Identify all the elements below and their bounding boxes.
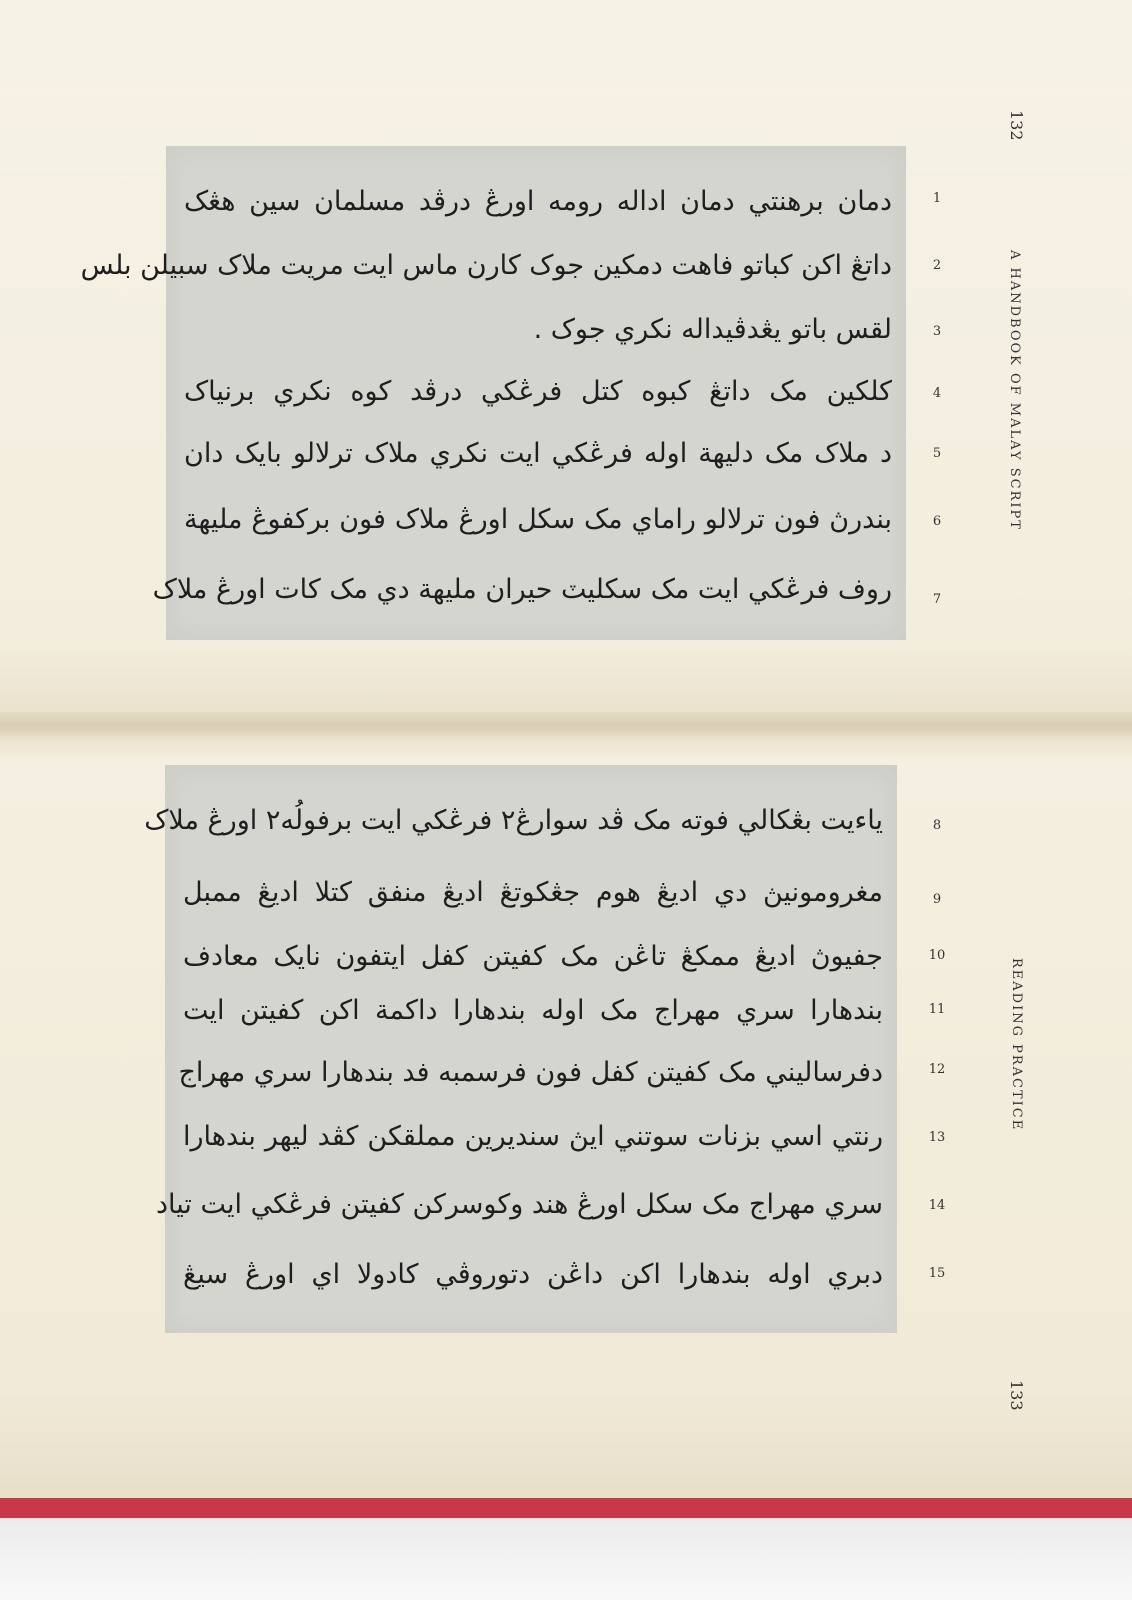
line-number: 7 xyxy=(932,592,942,607)
line-number: 13 xyxy=(928,1130,946,1145)
jawi-line: دفرساليني مک کفيتن کفل فون فرسمبه فد بندهارا سري مهراج xyxy=(178,1057,883,1088)
jawi-line: بندرڽ فون ترلالو راماي مک سکل اورڠ ملاک فون برکفوڠ مليهة xyxy=(184,504,892,535)
jawi-line: روف فرڠکي ايت مک سکليٽ حيران مليهة دي مک کات اورڠ ملاک xyxy=(152,574,892,605)
book-cover-edge xyxy=(0,1498,1132,1518)
jawi-line: جفيوڽ اديڠ ممکڠ تاڠن مک کفيتن کفل ايتفون نايک معادف xyxy=(183,941,883,972)
jawi-line: ياءيت بڠکالي فوته مک ڤد سوارڠ٢ فرڠکي ايت برفولُه٢ اورڠ ملاک xyxy=(144,805,883,836)
line-number: 10 xyxy=(928,948,946,963)
handwriting-plate-top xyxy=(80,146,906,640)
jawi-line: دبري اوله بندهارا اکن داڠن دتوروڤي کادولا اي اورڠ سيڠ xyxy=(183,1259,883,1290)
line-number: 14 xyxy=(928,1198,946,1213)
jawi-line: سري مهراج مک سکل اورڠ هند وکوسرکن کفيتن فرڠکي ايت تياد xyxy=(156,1189,883,1220)
line-number: 3 xyxy=(932,324,942,339)
line-number: 15 xyxy=(928,1266,946,1281)
jawi-line: مغرومونيڽ دي اديڠ هوم جڠکوتڠ اديڠ منفق کتلا اديڠ ممبل xyxy=(183,877,883,908)
line-number: 6 xyxy=(932,514,942,529)
running-head-bottom: READING PRACTICE xyxy=(1009,958,1024,1132)
jawi-line: رنتي اسي بزنات سوتني ايڽ سنديرين مملقکن کڤد ليهر بندهارا xyxy=(183,1121,883,1152)
handwriting-plate-bottom xyxy=(144,765,897,1333)
line-number: 9 xyxy=(932,892,942,907)
line-number: 5 xyxy=(932,446,942,461)
line-number: 8 xyxy=(932,818,942,833)
jawi-line: داتڠ اکن کباتو فاهت دمکين جوک کارن ماس ايت مريت ملاک سبيلن بلس xyxy=(80,250,892,281)
jawi-line: لقس باتو يڠدڤيداله نکري جوک . xyxy=(533,314,892,345)
jawi-line: د ملاک مک دليهة اوله فرڠکي ايت نکري ملاک ترلالو بايک دان xyxy=(184,438,892,469)
line-number: 1 xyxy=(932,191,942,206)
scan-background xyxy=(0,1518,1132,1600)
line-number: 4 xyxy=(932,386,942,401)
line-number: 2 xyxy=(932,258,942,273)
page-number-bottom: 133 xyxy=(1007,1380,1026,1411)
running-head-top: A HANDBOOK OF MALAY SCRIPT xyxy=(1007,250,1022,531)
book-gutter xyxy=(0,712,1132,760)
line-number: 12 xyxy=(928,1062,946,1077)
line-number: 11 xyxy=(928,1002,946,1017)
jawi-line: کلکين مک داتڠ کبوه کتل فرڠکي درڤد کوه نکري برنياک xyxy=(184,376,892,407)
page-number-top: 132 xyxy=(1007,110,1026,141)
jawi-line: بندهارا سري مهراج مک اوله بندهارا داکمة اکن کفيتن ايت xyxy=(183,995,883,1026)
jawi-line: دمان برهنتي دمان اداله رومه اورڠ درڤد مسلمان سين هڠک xyxy=(184,186,892,217)
